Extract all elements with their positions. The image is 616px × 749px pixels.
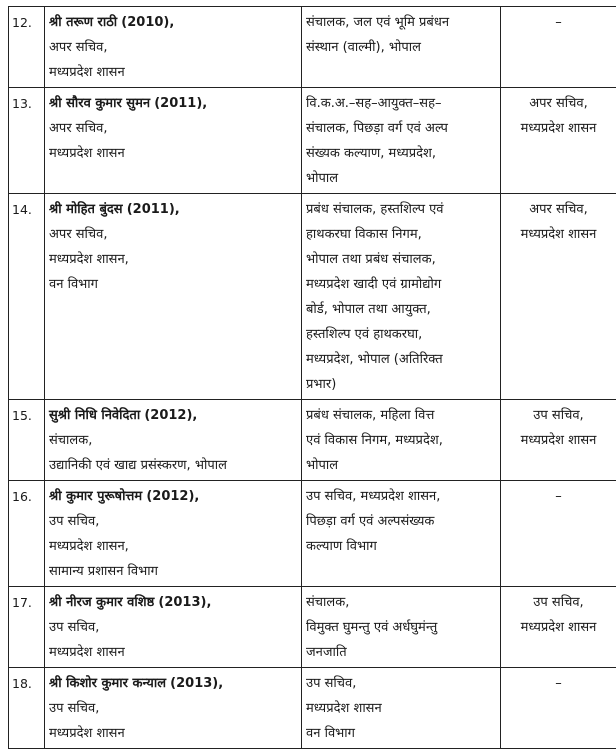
officer-name: श्री तरूण राठी <box>49 15 117 30</box>
current-designation-line: उप सचिव, <box>49 615 297 640</box>
officer-transfer-table <box>8 6 616 749</box>
new-posting-line: उप सचिव, मध्यप्रदेश शासन, <box>306 484 496 509</box>
batch-year: (2012), <box>144 408 197 423</box>
officer-name-cell <box>45 7 302 88</box>
new-posting-line: पिछड़ा वर्ग एवं अल्पसंख्यक <box>306 509 496 534</box>
new-posting-cell <box>302 668 501 749</box>
new-posting-line: जनजाति <box>306 640 496 665</box>
remark-line: अपर सचिव, <box>505 91 612 116</box>
batch-year: (2011), <box>127 202 180 217</box>
officer-name-line <box>49 590 297 615</box>
current-designation-line: उद्यानिकी एवं खाद्य प्रसंस्करण, भोपाल <box>49 453 297 478</box>
current-designation-line: सामान्य प्रशासन विभाग <box>49 559 297 584</box>
officer-name-line <box>49 91 297 116</box>
serial-number-cell: 14. <box>9 194 45 400</box>
remark-cell <box>501 668 616 749</box>
batch-year: (2010), <box>121 15 174 30</box>
table-row <box>9 7 616 88</box>
officer-name: श्री सौरव कुमार सुमन <box>49 96 150 111</box>
new-posting-line: हस्तशिल्प एवं हाथकरघा, <box>306 322 496 347</box>
remark-line: मध्यप्रदेश शासन <box>505 615 612 640</box>
remark-line: अपर सचिव, <box>505 197 612 222</box>
serial-number-cell: 13. <box>9 88 45 194</box>
table-row <box>9 88 616 194</box>
new-posting-line: संचालक, पिछड़ा वर्ग एवं अल्प <box>306 116 496 141</box>
remark-line: मध्यप्रदेश शासन <box>505 222 612 247</box>
new-posting-line: भोपाल तथा प्रबंध संचालक, <box>306 247 496 272</box>
current-designation-line: मध्यप्रदेश शासन, <box>49 247 297 272</box>
officer-name-cell <box>45 194 302 400</box>
new-posting-line: वि.क.अ.–सह–आयुक्त–सह– <box>306 91 496 116</box>
new-posting-line: प्रबंध संचालक, महिला वित्त <box>306 403 496 428</box>
new-posting-cell <box>302 7 501 88</box>
current-designation-line: अपर सचिव, <box>49 116 297 141</box>
current-designation-line: संचालक, <box>49 428 297 453</box>
officer-name-line <box>49 484 297 509</box>
officer-name-line <box>49 403 297 428</box>
new-posting-line: भोपाल <box>306 453 496 478</box>
current-designation-line: अपर सचिव, <box>49 35 297 60</box>
officer-name-line <box>49 10 297 35</box>
table-row <box>9 400 616 481</box>
new-posting-line: एवं विकास निगम, मध्यप्रदेश, <box>306 428 496 453</box>
batch-year: (2011), <box>154 96 207 111</box>
new-posting-line: बोर्ड, भोपाल तथा आयुक्त, <box>306 297 496 322</box>
new-posting-line: संख्यक कल्याण, मध्यप्रदेश, <box>306 141 496 166</box>
remark-line: – <box>505 10 612 35</box>
new-posting-cell <box>302 88 501 194</box>
batch-year: (2013), <box>158 595 211 610</box>
new-posting-line: भोपाल <box>306 166 496 191</box>
table-row <box>9 668 616 749</box>
remark-cell <box>501 481 616 587</box>
officer-name-line <box>49 197 297 222</box>
serial-number-cell: 17. <box>9 587 45 668</box>
remark-line: उप सचिव, <box>505 590 612 615</box>
new-posting-line: हाथकरघा विकास निगम, <box>306 222 496 247</box>
new-posting-cell <box>302 400 501 481</box>
new-posting-cell <box>302 194 501 400</box>
officer-name: श्री कुमार पुरूषोत्तम <box>49 489 142 504</box>
batch-year: (2012), <box>146 489 199 504</box>
current-designation-line: उप सचिव, <box>49 509 297 534</box>
current-designation-line: मध्यप्रदेश शासन <box>49 721 297 746</box>
new-posting-cell <box>302 481 501 587</box>
new-posting-line: संचालक, जल एवं भूमि प्रबंधन <box>306 10 496 35</box>
table-row <box>9 481 616 587</box>
current-designation-line: मध्यप्रदेश शासन, <box>49 534 297 559</box>
officer-name: सुश्री निधि निवेदिता <box>49 408 140 423</box>
remark-cell <box>501 88 616 194</box>
remark-cell <box>501 400 616 481</box>
current-designation-line: अपर सचिव, <box>49 222 297 247</box>
serial-number-cell: 15. <box>9 400 45 481</box>
officer-name: श्री मोहित बुंदस <box>49 202 123 217</box>
officer-name-cell <box>45 400 302 481</box>
officer-name-cell <box>45 668 302 749</box>
officer-name-line <box>49 671 297 696</box>
remark-line: मध्यप्रदेश शासन <box>505 428 612 453</box>
new-posting-line: मध्यप्रदेश खादी एवं ग्रामोद्योग <box>306 272 496 297</box>
new-posting-line: उप सचिव, <box>306 671 496 696</box>
remark-cell <box>501 587 616 668</box>
remark-line: – <box>505 484 612 509</box>
table-row <box>9 587 616 668</box>
officer-name-cell <box>45 88 302 194</box>
remark-cell <box>501 194 616 400</box>
remark-cell <box>501 7 616 88</box>
officer-name-cell <box>45 481 302 587</box>
serial-number-cell: 18. <box>9 668 45 749</box>
officer-name: श्री नीरज कुमार वशिष्ठ <box>49 595 154 610</box>
new-posting-line: संचालक, <box>306 590 496 615</box>
new-posting-line: विमुक्त घुमन्तु एवं अर्धघुमंन्तु <box>306 615 496 640</box>
batch-year: (2013), <box>170 676 223 691</box>
table-body <box>9 7 616 749</box>
new-posting-line: मध्यप्रदेश, भोपाल (अतिरिक्त <box>306 347 496 372</box>
new-posting-line: कल्याण विभाग <box>306 534 496 559</box>
serial-number-cell: 16. <box>9 481 45 587</box>
remark-line: – <box>505 671 612 696</box>
new-posting-cell <box>302 587 501 668</box>
current-designation-line: उप सचिव, <box>49 696 297 721</box>
serial-number-cell: 12. <box>9 7 45 88</box>
current-designation-line: वन विभाग <box>49 272 297 297</box>
new-posting-line: संस्थान (वाल्मी), भोपाल <box>306 35 496 60</box>
table-row <box>9 194 616 400</box>
officer-name: श्री किशोर कुमार कन्याल <box>49 676 166 691</box>
new-posting-line: प्रभार) <box>306 372 496 397</box>
new-posting-line: वन विभाग <box>306 721 496 746</box>
officer-name-cell <box>45 587 302 668</box>
current-designation-line: मध्यप्रदेश शासन <box>49 60 297 85</box>
new-posting-line: मध्यप्रदेश शासन <box>306 696 496 721</box>
current-designation-line: मध्यप्रदेश शासन <box>49 141 297 166</box>
new-posting-line: प्रबंध संचालक, हस्तशिल्प एवं <box>306 197 496 222</box>
document-page <box>8 6 610 749</box>
remark-line: मध्यप्रदेश शासन <box>505 116 612 141</box>
current-designation-line: मध्यप्रदेश शासन <box>49 640 297 665</box>
remark-line: उप सचिव, <box>505 403 612 428</box>
